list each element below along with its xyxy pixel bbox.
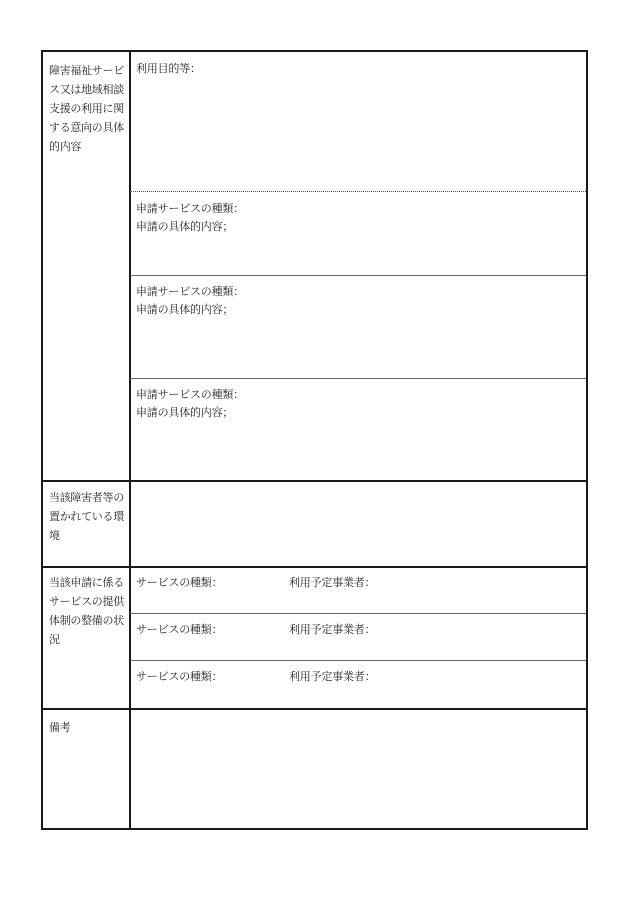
request-3-type-label: 申請サービスの種類： bbox=[136, 388, 244, 401]
provision-divider-1 bbox=[130, 613, 586, 614]
request-2-detail-label: 申請の具体的内容； bbox=[136, 303, 234, 316]
intent-header: 障害福祉サービス又は地域相談支援の利用に関する意向の具体的内容 bbox=[49, 64, 124, 153]
request-1-detail-label: 申請の具体的内容； bbox=[136, 220, 234, 233]
provision-1-service-label: サービスの種類： bbox=[136, 576, 223, 589]
environment-header: 当該障害者等の置かれている環境 bbox=[49, 491, 124, 542]
provision-2-service-label: サービスの種類： bbox=[136, 623, 223, 636]
provision-3-provider-label: 利用予定事業者： bbox=[289, 670, 376, 683]
row-divider-remarks bbox=[43, 708, 586, 710]
provision-2-provider-label: 利用予定事業者： bbox=[289, 623, 376, 636]
provision-1-provider-label: 利用予定事業者： bbox=[289, 576, 376, 589]
application-form-table bbox=[41, 50, 588, 830]
request-2-type-label: 申請サービスの種類： bbox=[136, 285, 244, 298]
row-divider-provision bbox=[43, 566, 586, 568]
provision-divider-2 bbox=[130, 660, 586, 661]
row-divider-environment bbox=[43, 480, 586, 482]
request-3-detail-label: 申請の具体的内容； bbox=[136, 406, 234, 419]
provision-3-service-label: サービスの種類： bbox=[136, 670, 223, 683]
request-1-type-label: 申請サービスの種類： bbox=[136, 202, 244, 215]
column-divider bbox=[129, 52, 131, 828]
request-divider-1 bbox=[130, 275, 586, 276]
provision-header: 当該申請に係るサービスの提供体制の整備の状況 bbox=[49, 576, 124, 646]
purpose-divider bbox=[130, 191, 586, 192]
remarks-header: 備考 bbox=[49, 721, 71, 734]
purpose-label: 利用目的等： bbox=[136, 62, 201, 75]
request-divider-2 bbox=[130, 378, 586, 379]
